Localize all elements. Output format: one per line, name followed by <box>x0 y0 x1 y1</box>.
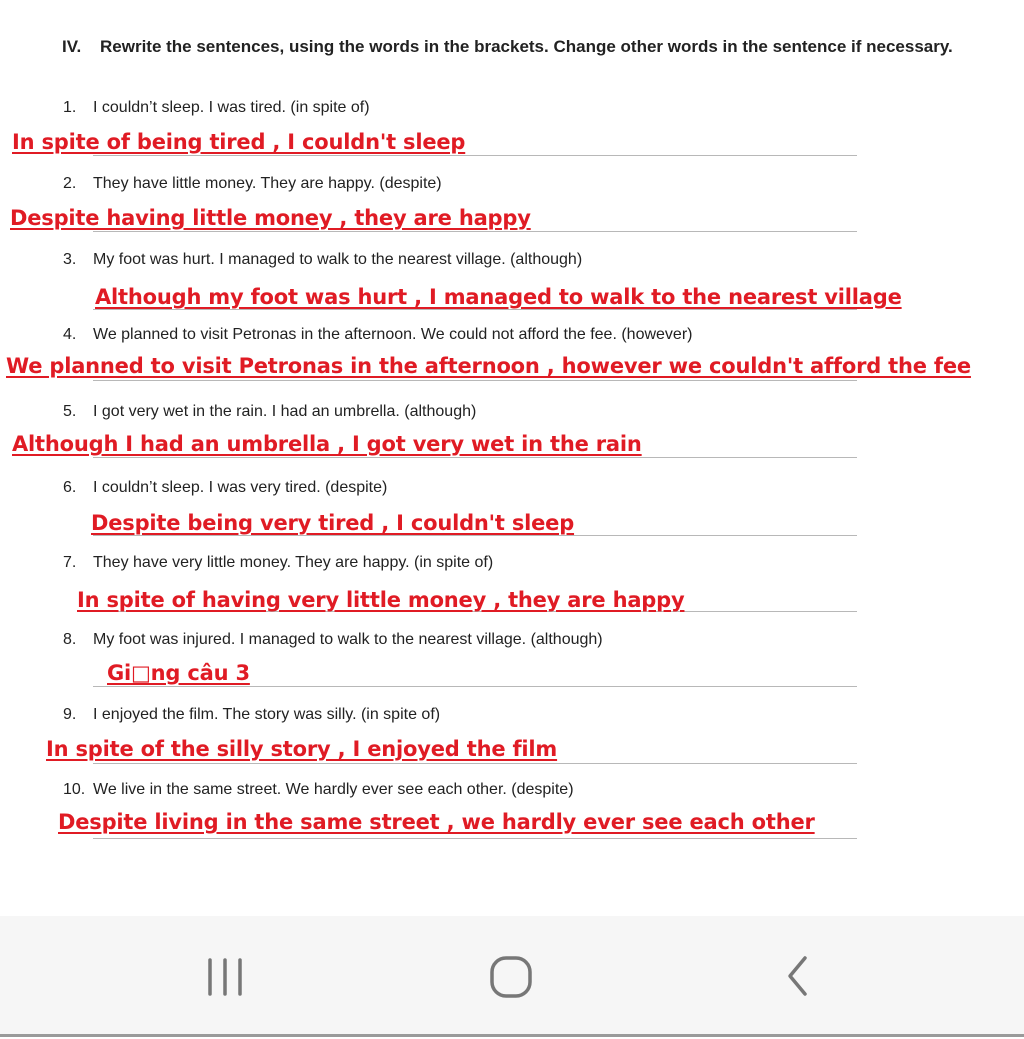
answer-9: In spite of the silly story , I enjoyed the film <box>46 737 558 761</box>
question-number: 7. <box>63 554 77 571</box>
answer-10: Despite living in the same street , we hardly ever see each other <box>58 810 815 834</box>
answer-line-10 <box>93 838 857 839</box>
answer-2: Despite having little money , they are happy <box>10 206 531 230</box>
exercise-instructions: Rewrite the sentences, using the words in the brackets. Change other words in the sentence if necessary. <box>100 37 953 56</box>
question-number: 10. <box>63 781 86 798</box>
answer-line-5 <box>93 457 857 458</box>
answer-line-1 <box>93 155 857 156</box>
recents-button[interactable] <box>165 916 285 1034</box>
question-text: My foot was injured. I managed to walk to the nearest village. (although) <box>93 631 603 648</box>
question-number: 4. <box>63 326 77 343</box>
question-6 <box>63 479 387 497</box>
recents-icon <box>165 916 285 1034</box>
answer-4: We planned to visit Petronas in the afternoon , however we couldn't afford the fee <box>6 354 971 378</box>
exercise-heading <box>62 32 972 61</box>
question-number: 2. <box>63 175 77 192</box>
question-number: 6. <box>63 479 77 496</box>
question-10 <box>63 781 574 799</box>
question-9 <box>63 706 440 724</box>
answer-line-2 <box>93 231 857 232</box>
question-text: We live in the same street. We hardly ever see each other. (despite) <box>93 781 574 798</box>
question-8 <box>63 631 603 649</box>
question-text: I enjoyed the film. The story was silly. (in spite of) <box>93 706 441 723</box>
question-7 <box>63 554 493 572</box>
question-number: 9. <box>63 706 77 723</box>
answer-5: Although I had an umbrella , I got very wet in the rain <box>12 432 642 456</box>
home-icon <box>452 916 572 1034</box>
question-3 <box>63 251 582 269</box>
back-icon <box>738 916 858 1034</box>
question-5 <box>63 403 476 421</box>
question-text: I couldn’t sleep. I was tired. (in spite of) <box>93 99 370 116</box>
question-number: 3. <box>63 251 77 268</box>
question-text: My foot was hurt. I managed to walk to the nearest village. (although) <box>93 251 583 268</box>
answer-7: In spite of having very little money , they are happy <box>77 588 685 612</box>
question-text: I couldn’t sleep. I was very tired. (despite) <box>93 479 388 496</box>
question-4 <box>63 326 692 344</box>
question-number: 1. <box>63 99 77 116</box>
question-number: 8. <box>63 631 77 648</box>
answer-line-8 <box>93 686 857 687</box>
answer-line-9 <box>93 763 857 764</box>
back-button[interactable] <box>738 916 858 1034</box>
answer-line-4 <box>93 380 857 381</box>
answer-6: Despite being very tired , I couldn't sleep <box>91 511 575 535</box>
answer-line-3 <box>93 309 857 310</box>
question-text: They have little money. They are happy. (despite) <box>93 175 442 192</box>
exercise-numeral: IV. <box>62 37 82 56</box>
question-text: I got very wet in the rain. I had an umbrella. (although) <box>93 403 477 420</box>
question-text: They have very little money. They are happy. (in spite of) <box>93 554 494 571</box>
answer-1: In spite of being tired , I couldn't sleep <box>12 130 466 154</box>
home-button[interactable] <box>452 916 572 1034</box>
system-navigation-bar <box>0 916 1024 1037</box>
question-number: 5. <box>63 403 77 420</box>
answer-line-6 <box>93 535 857 536</box>
answer-3: Although my foot was hurt , I managed to walk to the nearest village <box>95 285 902 309</box>
answer-8: Gi□ng câu 3 <box>107 661 250 685</box>
question-2 <box>63 175 442 193</box>
question-1 <box>63 99 370 117</box>
question-text: We planned to visit Petronas in the afternoon. We could not afford the fee. (however) <box>93 326 693 343</box>
